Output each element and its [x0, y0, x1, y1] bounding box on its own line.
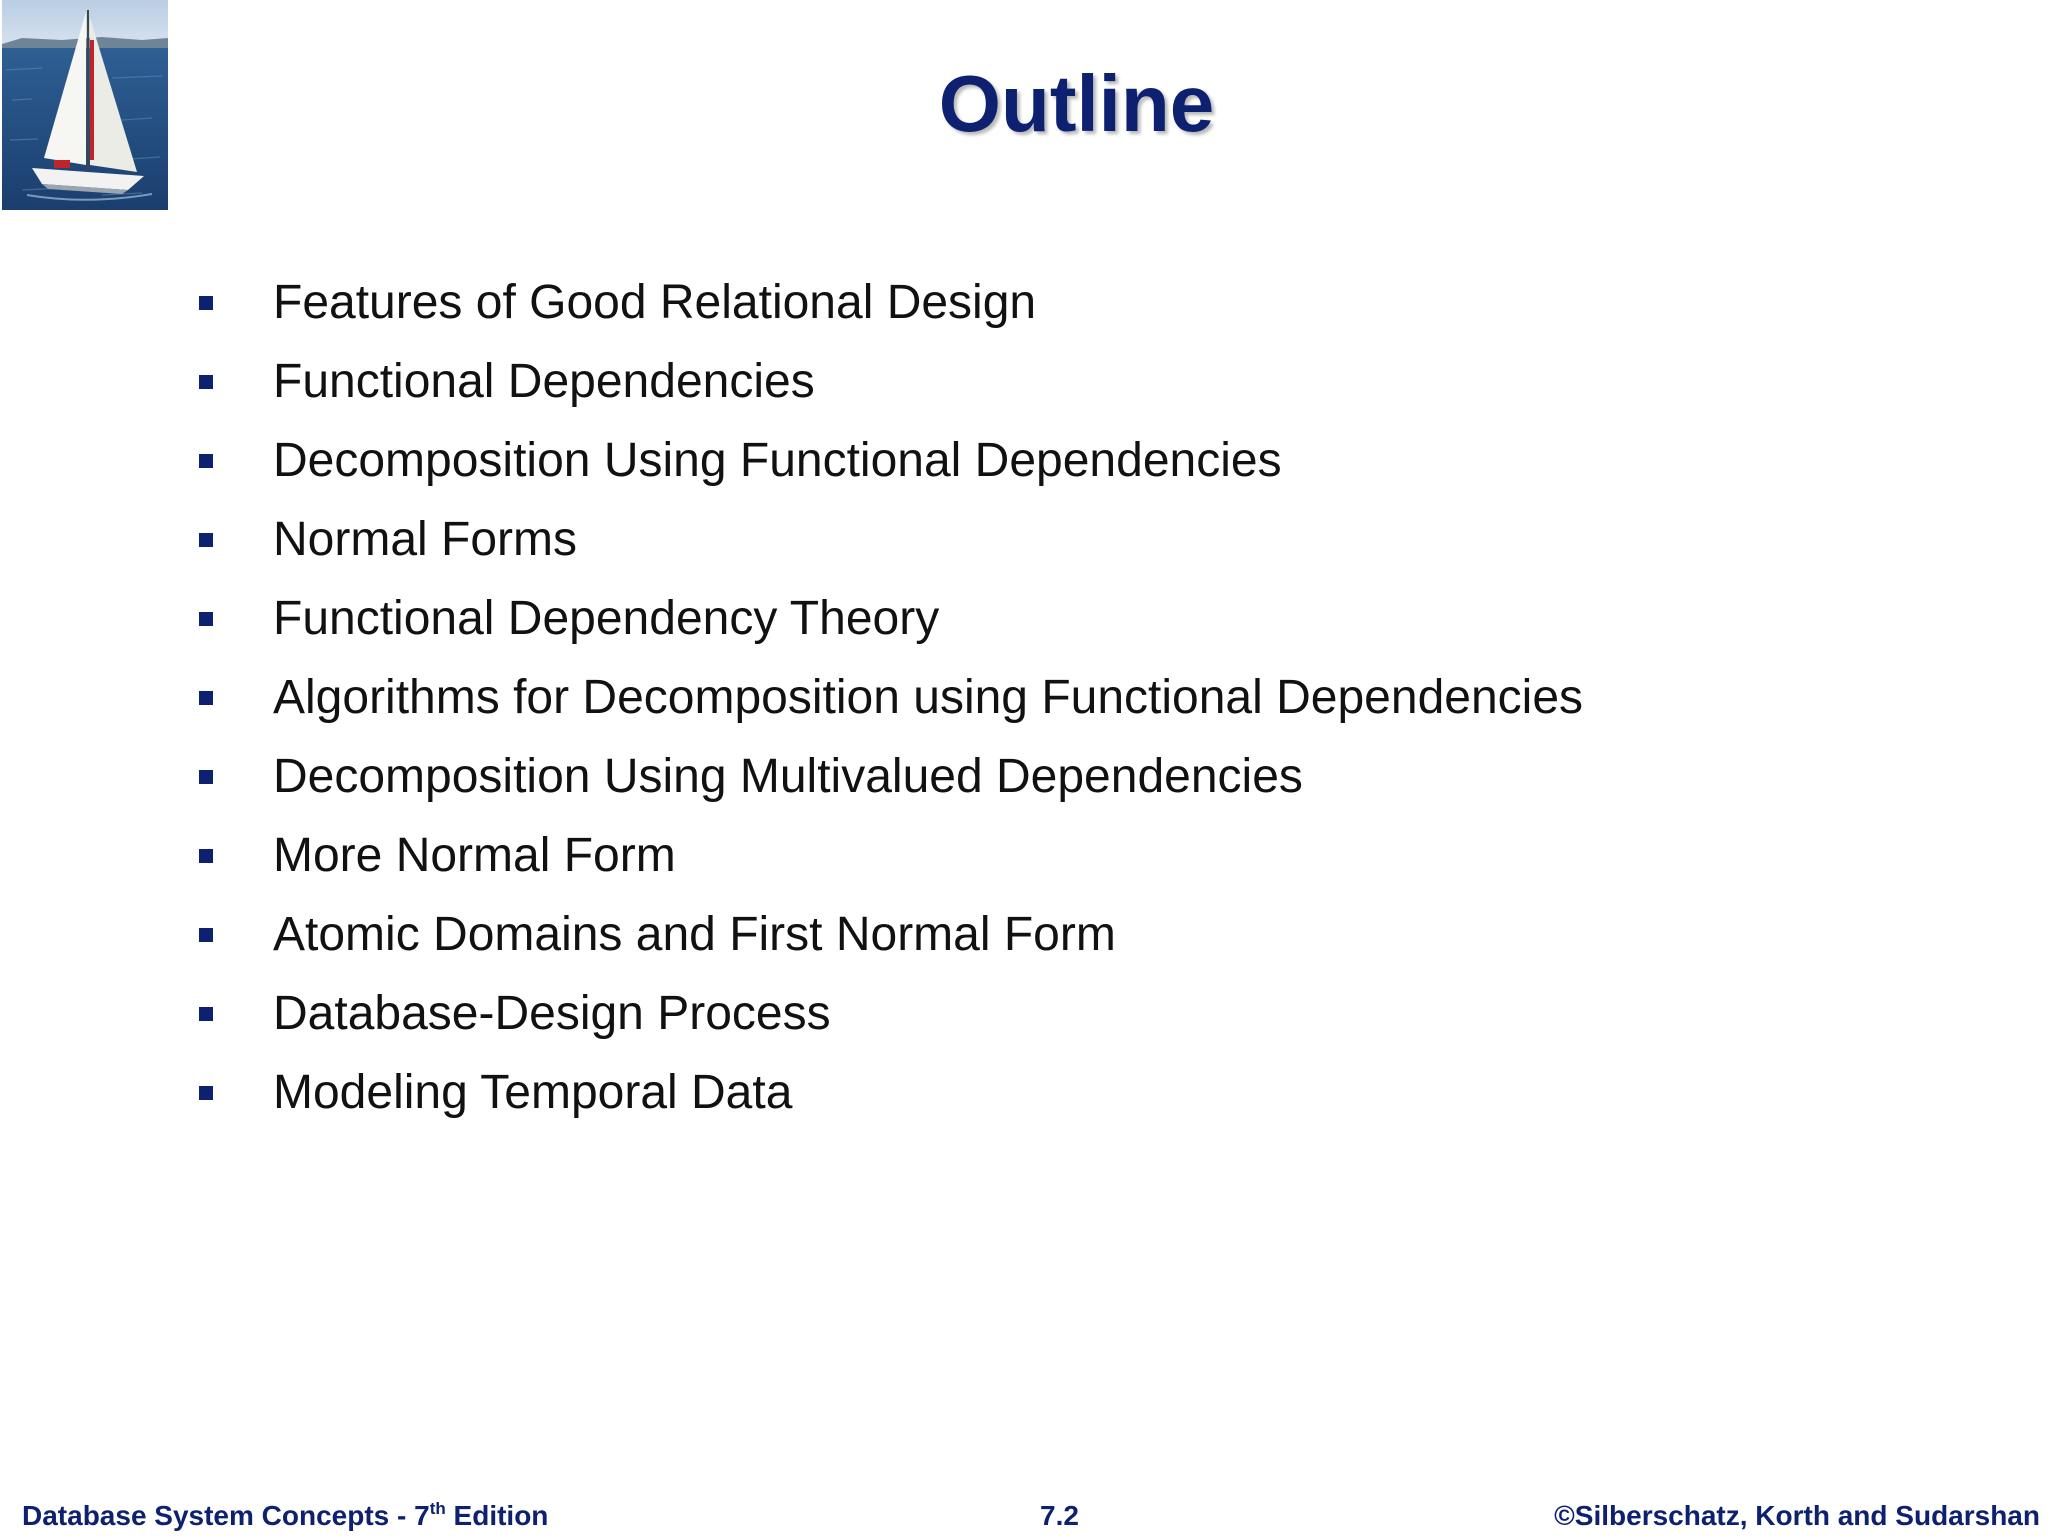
list-item-text: Modeling Temporal Data	[273, 1066, 793, 1119]
footer-page-number: 7.2	[1040, 1500, 1079, 1531]
list-item-text: Functional Dependency Theory	[273, 592, 940, 645]
square-bullet-icon	[199, 1007, 213, 1021]
square-bullet-icon	[199, 1086, 213, 1100]
list-item-text: Database-Design Process	[273, 987, 831, 1040]
list-item-text: Atomic Domains and First Normal Form	[273, 908, 1116, 961]
list-item-text: Decomposition Using Multivalued Dependencies	[273, 750, 1303, 803]
list-item-text: Algorithms for Decomposition using Functional Dependencies	[273, 671, 1584, 724]
list-item-text: Features of Good Relational Design	[273, 276, 1037, 329]
square-bullet-icon	[199, 612, 213, 626]
square-bullet-icon	[199, 928, 213, 942]
list-item-text: Decomposition Using Functional Dependencies	[273, 434, 1282, 487]
list-item-text: More Normal Form	[273, 829, 676, 882]
footer-book-suffix: Edition	[445, 1500, 549, 1531]
square-bullet-icon	[199, 770, 213, 784]
footer-copyright: ©Silberschatz, Korth and Sudarshan	[1554, 1500, 2040, 1531]
footer-book-prefix: Database System Concepts - 7	[22, 1500, 430, 1531]
footer-book-title	[22, 1498, 548, 1534]
square-bullet-icon	[199, 375, 213, 389]
square-bullet-icon	[199, 454, 213, 468]
footer-book-superscript: th	[429, 1499, 446, 1518]
square-bullet-icon	[199, 533, 213, 547]
square-bullet-icon	[199, 296, 213, 310]
square-bullet-icon	[199, 849, 213, 863]
list-item-text: Normal Forms	[273, 513, 578, 566]
square-bullet-icon	[199, 691, 213, 705]
slide-title: Outline	[938, 59, 1215, 148]
list-item-text: Functional Dependencies	[273, 355, 815, 408]
